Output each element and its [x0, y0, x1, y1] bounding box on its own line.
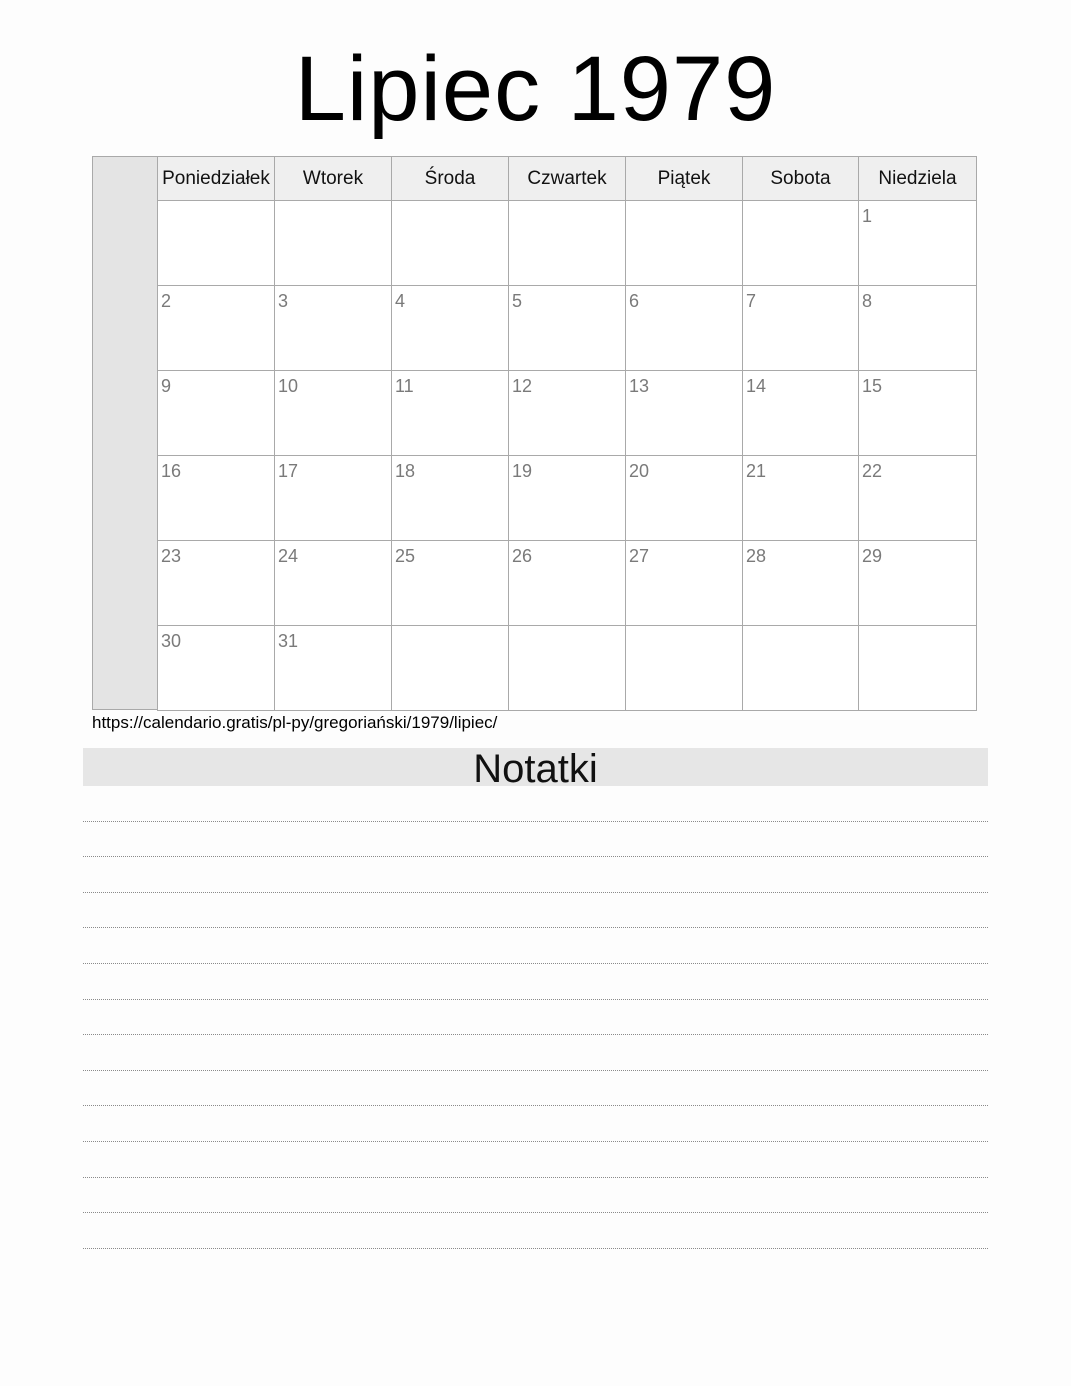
page-title: Lipiec 1979 — [294, 38, 777, 140]
day-number — [743, 626, 858, 631]
day-cell — [509, 626, 626, 711]
day-cell — [158, 456, 275, 541]
weekday-header: Piątek — [626, 157, 743, 201]
week-row — [158, 371, 977, 456]
note-line — [83, 1142, 988, 1178]
day-cell — [509, 371, 626, 456]
day-cell — [509, 286, 626, 371]
day-cell — [859, 626, 977, 711]
day-cell — [743, 456, 859, 541]
weekday-header: Poniedziałek — [158, 157, 275, 201]
day-number: 1 — [862, 206, 873, 226]
day-number: 10 — [278, 376, 299, 396]
note-line — [83, 822, 988, 858]
day-cell — [859, 541, 977, 626]
day-cell — [158, 371, 275, 456]
day-cell — [743, 371, 859, 456]
day-number — [626, 626, 742, 631]
day-cell — [859, 371, 977, 456]
day-number: 13 — [629, 376, 650, 396]
day-cell — [392, 626, 509, 711]
day-number: 9 — [161, 376, 172, 396]
day-number: 5 — [512, 291, 523, 311]
day-number: 16 — [161, 461, 182, 481]
note-line — [83, 1071, 988, 1107]
day-number: 21 — [746, 461, 767, 481]
day-cell — [509, 541, 626, 626]
day-number — [509, 201, 625, 206]
day-cell — [626, 371, 743, 456]
day-number: 6 — [629, 291, 640, 311]
day-number: 22 — [862, 461, 883, 481]
day-cell — [392, 201, 509, 286]
day-number: 20 — [629, 461, 650, 481]
day-number: 28 — [746, 546, 767, 566]
note-line — [83, 964, 988, 1000]
day-number: 19 — [512, 461, 533, 481]
week-row — [158, 456, 977, 541]
weekday-header: Środa — [392, 157, 509, 201]
note-line — [83, 857, 988, 893]
day-number — [275, 201, 391, 206]
day-number: 14 — [746, 376, 767, 396]
day-cell — [275, 201, 392, 286]
day-cell — [392, 371, 509, 456]
day-number — [743, 201, 858, 206]
day-number: 12 — [512, 376, 533, 396]
note-line — [83, 1035, 988, 1071]
weekday-header-row — [158, 157, 977, 201]
day-cell — [392, 456, 509, 541]
day-cell — [859, 456, 977, 541]
notes-lines — [83, 786, 988, 1249]
note-line — [83, 893, 988, 929]
day-number: 25 — [395, 546, 416, 566]
day-number: 31 — [278, 631, 299, 651]
note-line — [83, 786, 988, 822]
note-line — [83, 1213, 988, 1249]
day-number: 15 — [862, 376, 883, 396]
day-number — [509, 626, 625, 631]
day-number: 3 — [278, 291, 289, 311]
day-cell — [626, 286, 743, 371]
source-url: https://calendario.gratis/pl-py/gregoriański/1979/lipiec/ — [92, 713, 498, 732]
week-number-column — [92, 156, 157, 710]
day-cell — [275, 456, 392, 541]
week-row — [158, 286, 977, 371]
notes-title: Notatki — [83, 748, 988, 786]
day-cell — [626, 456, 743, 541]
calendar-grid — [157, 156, 977, 711]
day-cell — [158, 626, 275, 711]
day-cell — [158, 286, 275, 371]
day-cell — [626, 201, 743, 286]
day-number: 8 — [862, 291, 873, 311]
day-cell — [392, 541, 509, 626]
day-cell — [158, 201, 275, 286]
day-cell — [743, 286, 859, 371]
note-line — [83, 1178, 988, 1214]
weekday-header: Czwartek — [509, 157, 626, 201]
day-number: 7 — [746, 291, 757, 311]
day-cell — [275, 286, 392, 371]
week-row — [158, 541, 977, 626]
day-number: 27 — [629, 546, 650, 566]
day-number: 17 — [278, 461, 299, 481]
day-cell — [275, 626, 392, 711]
day-number: 26 — [512, 546, 533, 566]
day-cell — [275, 371, 392, 456]
week-row — [158, 626, 977, 711]
day-number — [392, 626, 508, 631]
day-cell — [626, 626, 743, 711]
weekday-header: Niedziela — [859, 157, 977, 201]
day-cell — [743, 201, 859, 286]
day-number: 30 — [161, 631, 182, 651]
day-number — [158, 201, 274, 206]
day-cell — [626, 541, 743, 626]
day-cell — [743, 626, 859, 711]
day-cell — [859, 201, 977, 286]
note-line — [83, 1000, 988, 1036]
weekday-header: Wtorek — [275, 157, 392, 201]
day-number — [626, 201, 742, 206]
note-line — [83, 1106, 988, 1142]
day-cell — [509, 201, 626, 286]
day-number: 11 — [395, 376, 414, 396]
day-number: 29 — [862, 546, 883, 566]
day-cell — [509, 456, 626, 541]
day-number: 4 — [395, 291, 406, 311]
month-calendar — [92, 156, 977, 710]
day-cell — [392, 286, 509, 371]
day-number: 24 — [278, 546, 299, 566]
day-number — [392, 201, 508, 206]
day-number — [859, 626, 976, 631]
day-number: 23 — [161, 546, 182, 566]
week-row — [158, 201, 977, 286]
day-cell — [275, 541, 392, 626]
day-number: 18 — [395, 461, 416, 481]
weekday-header: Sobota — [743, 157, 859, 201]
day-cell — [743, 541, 859, 626]
day-cell — [859, 286, 977, 371]
day-number: 2 — [161, 291, 172, 311]
note-line — [83, 928, 988, 964]
day-cell — [158, 541, 275, 626]
